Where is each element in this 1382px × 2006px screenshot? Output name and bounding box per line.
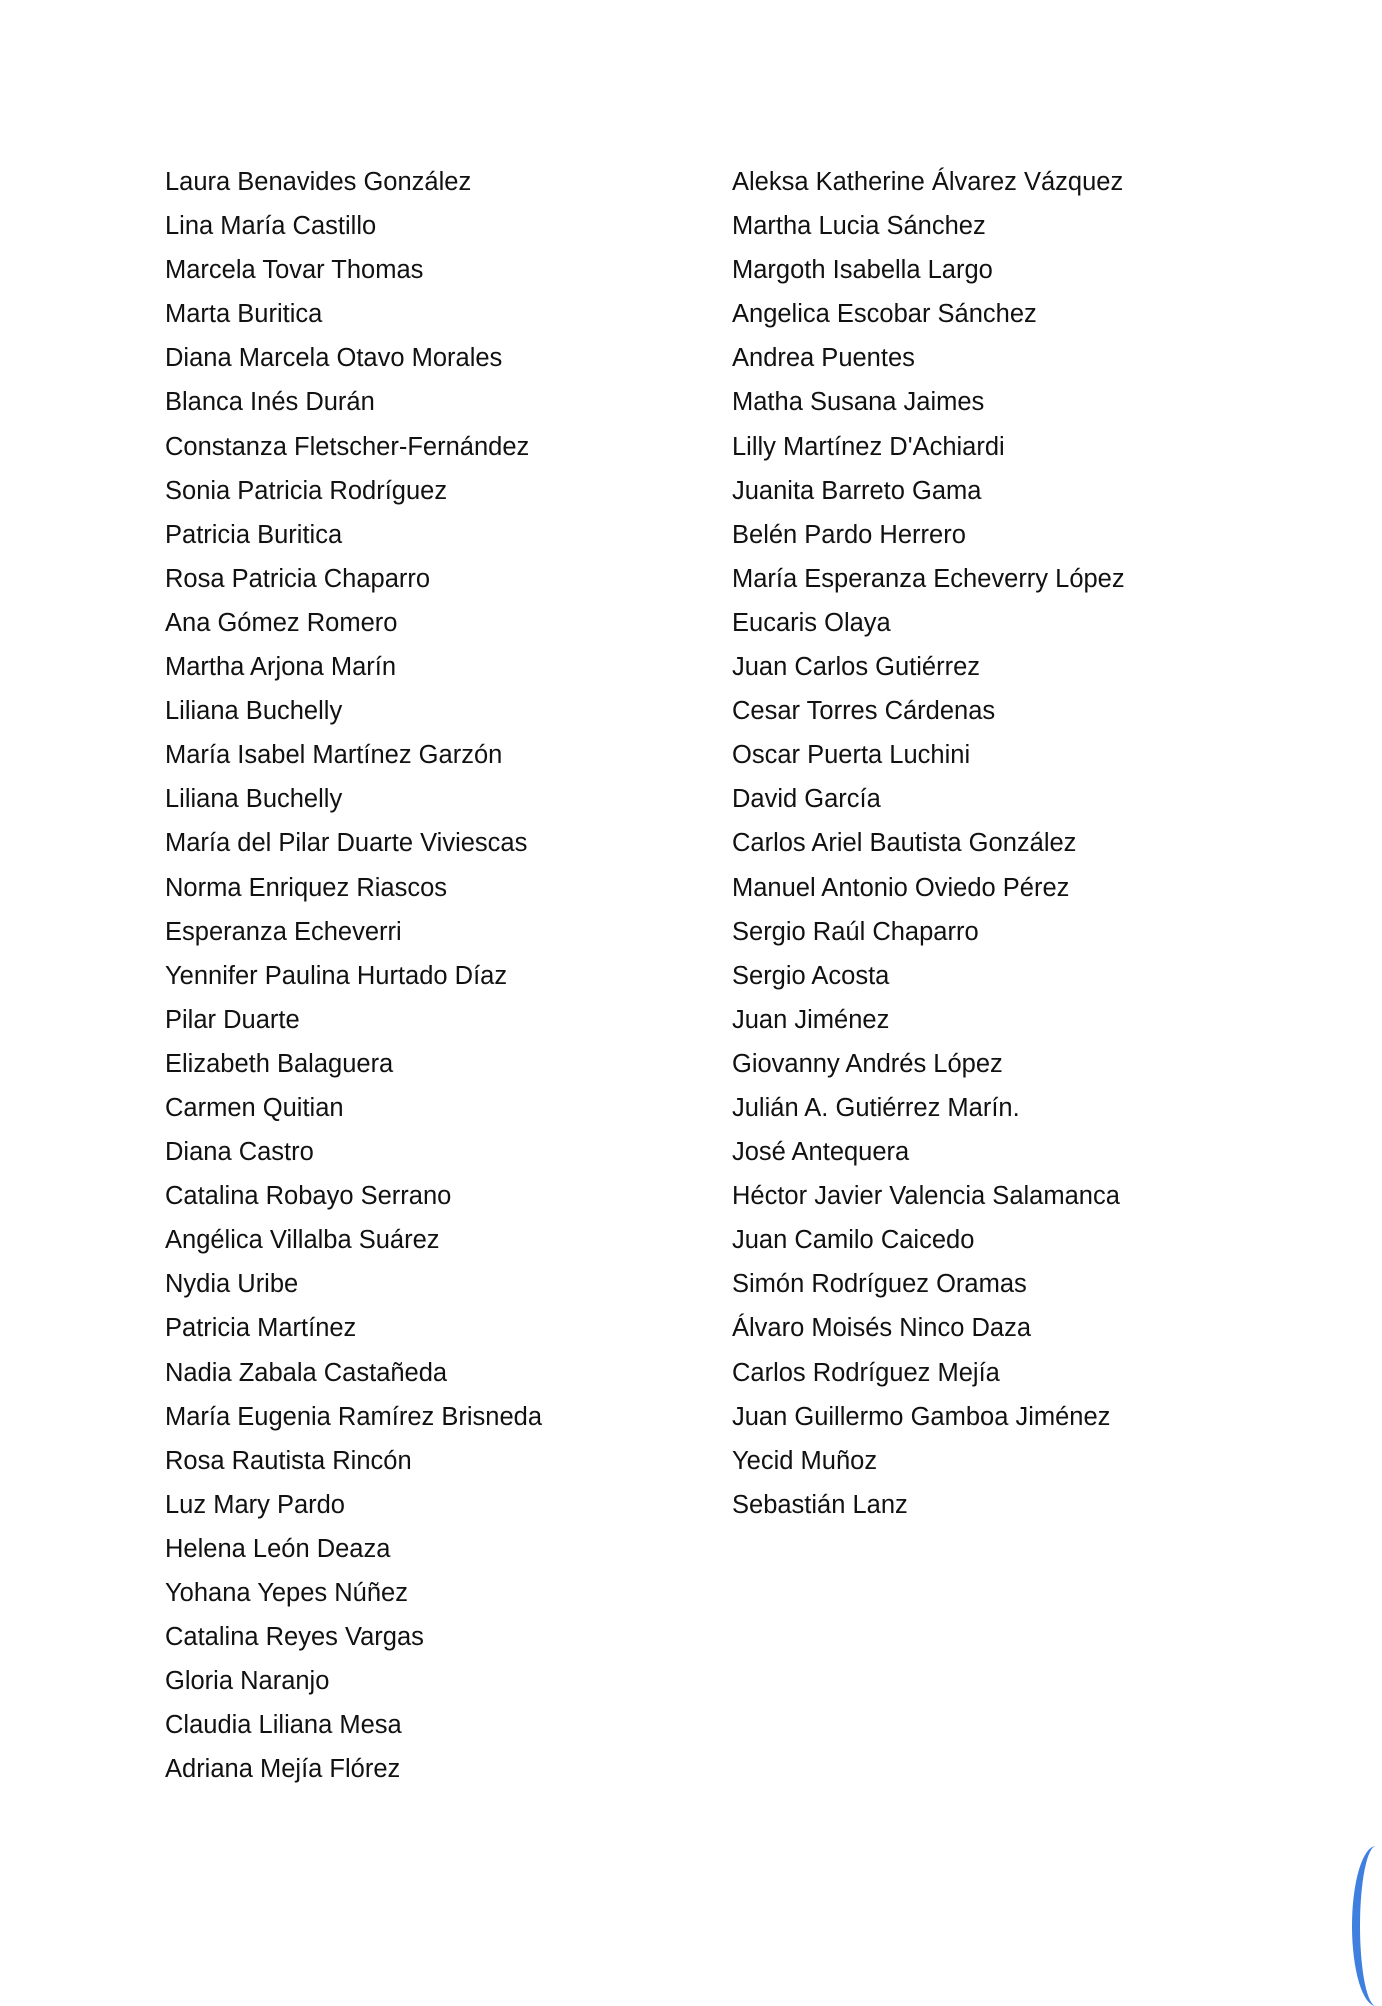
name-entry: Ana Gómez Romero — [165, 608, 398, 637]
name-entry: Martha Lucia Sánchez — [732, 212, 986, 241]
name-entry: Eucaris Olaya — [732, 608, 891, 637]
name-entry: Yohana Yepes Núñez — [165, 1579, 408, 1607]
name-entry: José Antequera — [732, 1138, 910, 1167]
name-entry: Juan Camilo Caicedo — [732, 1226, 975, 1255]
name-entry: Helena León Deaza — [165, 1534, 391, 1563]
name-entry: Cesar Torres Cárdenas — [732, 697, 996, 726]
name-entry: Rosa Patricia Chaparro — [165, 564, 431, 593]
name-entry: María Isabel Martínez Garzón — [165, 741, 503, 770]
name-entry: David García — [732, 785, 881, 814]
name-entry: María Esperanza Echeverry López — [732, 564, 1125, 593]
name-entry: Lilly Martínez D'Achiardi — [732, 432, 1005, 461]
name-entry: Belén Pardo Herrero — [732, 520, 966, 549]
name-entry: Héctor Javier Valencia Salamanca — [732, 1182, 1120, 1211]
name-entry: Oscar Puerta Luchini — [732, 741, 971, 770]
name-entry: Carlos Ariel Bautista González — [732, 829, 1077, 858]
name-entry: Marta Buritica — [165, 300, 323, 329]
name-entry: Matha Susana Jaimes — [732, 388, 985, 417]
name-entry: Lina María Castillo — [165, 212, 377, 241]
name-entry: Andrea Puentes — [732, 344, 915, 373]
name-entry: Juan Jiménez — [732, 1005, 890, 1034]
name-entry: Diana Marcela Otavo Morales — [165, 344, 503, 373]
name-entry: Aleksa Katherine Álvarez Vázquez — [732, 168, 1124, 196]
name-entry: Carmen Quitian — [165, 1093, 344, 1122]
name-entry: Carlos Rodríguez Mejía — [732, 1358, 1000, 1387]
name-entry: Giovanny Andrés López — [732, 1049, 1003, 1078]
name-entry: Sebastián Lanz — [732, 1490, 908, 1519]
name-entry: María del Pilar Duarte Viviescas — [165, 829, 528, 858]
name-entry: Rosa Rautista Rincón — [165, 1446, 412, 1475]
name-entry: Liliana Buchelly — [165, 785, 343, 814]
name-entry: Liliana Buchelly — [165, 697, 343, 726]
name-entry: Nydia Uribe — [165, 1270, 299, 1299]
name-entry: Esperanza Echeverri — [165, 917, 402, 946]
name-entry: Nadia Zabala Castañeda — [165, 1358, 448, 1387]
name-entry: Blanca Inés Durán — [165, 388, 375, 417]
name-entry: Elizabeth Balaguera — [165, 1049, 394, 1078]
name-entry: Juan Carlos Gutiérrez — [732, 653, 981, 682]
name-entry: Laura Benavides González — [165, 168, 472, 196]
names-column-left — [165, 160, 685, 1791]
name-entry: Catalina Reyes Vargas — [165, 1623, 424, 1652]
name-entry: Julián A. Gutiérrez Marín. — [732, 1093, 1020, 1122]
name-entry: Yecid Muñoz — [732, 1446, 878, 1475]
name-entry: Norma Enriquez Riascos — [165, 873, 448, 902]
name-entry: Catalina Robayo Serrano — [165, 1182, 452, 1211]
name-entry: Manuel Antonio Oviedo Pérez — [732, 873, 1070, 902]
name-entry: Margoth Isabella Largo — [732, 256, 993, 285]
name-entry: Diana Castro — [165, 1138, 314, 1167]
name-entry: Claudia Liliana Mesa — [165, 1711, 402, 1740]
name-entry: Pilar Duarte — [165, 1005, 300, 1034]
names-column-right — [732, 160, 1292, 1527]
name-entry: Martha Arjona Marín — [165, 653, 397, 682]
corner-accent-shape — [1352, 1846, 1382, 2006]
name-entry: Sonia Patricia Rodríguez — [165, 476, 448, 505]
name-entry: Luz Mary Pardo — [165, 1490, 345, 1519]
name-entry: Marcela Tovar Thomas — [165, 256, 424, 285]
name-entry: Álvaro Moisés Ninco Daza — [732, 1314, 1032, 1343]
name-entry: Yennifer Paulina Hurtado Díaz — [165, 961, 508, 990]
name-entry: Juan Guillermo Gamboa Jiménez — [732, 1402, 1111, 1431]
name-entry: Adriana Mejía Flórez — [165, 1755, 401, 1784]
name-entry: Juanita Barreto Gama — [732, 476, 982, 505]
name-entry: Constanza Fletscher-Fernández — [165, 432, 530, 461]
name-entry: Gloria Naranjo — [165, 1667, 330, 1696]
name-entry: Sergio Acosta — [732, 961, 890, 990]
name-entry: Sergio Raúl Chaparro — [732, 917, 979, 946]
name-entry: Patricia Martínez — [165, 1314, 357, 1343]
name-entry: Angelica Escobar Sánchez — [732, 300, 1037, 329]
name-entry: Patricia Buritica — [165, 520, 343, 549]
name-entry: Simón Rodríguez Oramas — [732, 1270, 1027, 1299]
name-entry: Angélica Villalba Suárez — [165, 1226, 440, 1255]
name-entry: María Eugenia Ramírez Brisneda — [165, 1402, 543, 1431]
